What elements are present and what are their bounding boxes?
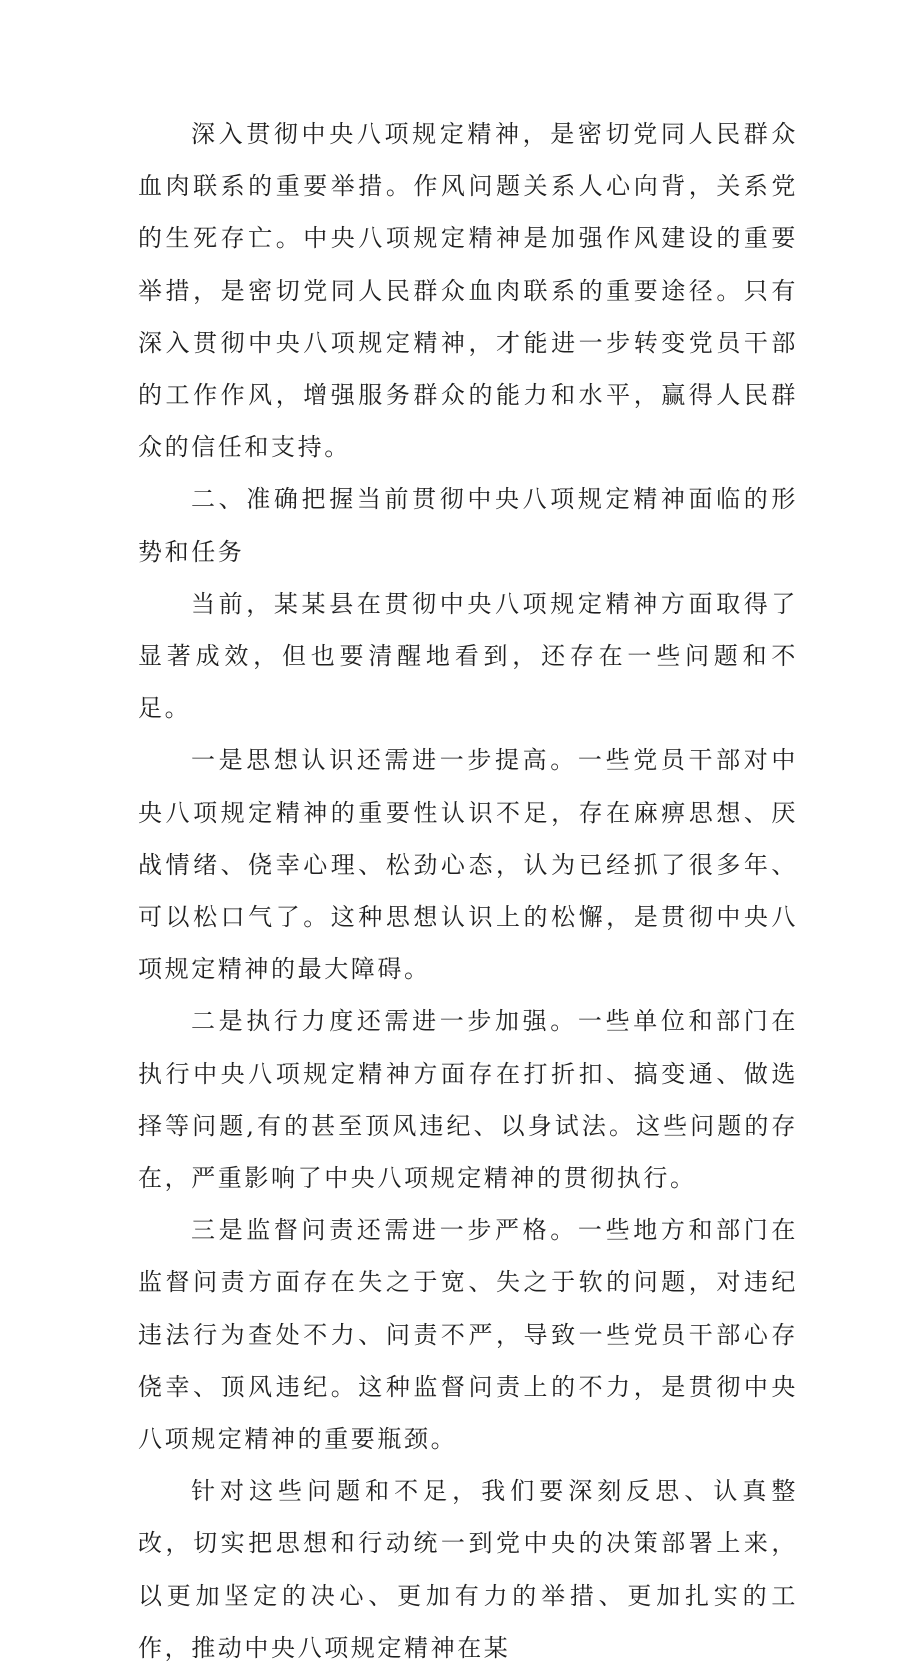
paragraph-response: 针对这些问题和不足，我们要深刻反思、认真整改，切实把思想和行动统一到党中央的决策部署上来，以更加坚定的决心、更加有力的举措、更加扎实的工作，推动中央八项规定精神在某 xyxy=(138,1477,798,1662)
paragraph-issue-supervision: 三是监督问责还需进一步严格。一些地方和部门在监督问责方面存在失之于宽、失之于软的问题，对违纪违法行为查处不力、问责不严，导致一些党员干部心存侥幸、顶风违纪。这种监督问责上的不力，是贯彻中央八项规定精神的重要瓶颈。 xyxy=(138,1216,798,1454)
paragraph-issue-execution: 二是执行力度还需进一步加强。一些单位和部门在执行中央八项规定精神方面存在打折扣、搞变通、做选择等问题,有的甚至顶风违纪、以身试法。这些问题的存在，严重影响了中央八项规定精神的贯彻执行。 xyxy=(138,1007,798,1193)
document-body xyxy=(138,108,798,1674)
paragraph-current-situation: 当前，某某县在贯彻中央八项规定精神方面取得了显著成效，但也要清醒地看到，还存在一些问题和不足。 xyxy=(138,589,798,723)
paragraph-issue-thinking: 一是思想认识还需进一步提高。一些党员干部对中央八项规定精神的重要性认识不足，存在麻痹思想、厌战情绪、侥幸心理、松劲心态，认为已经抓了很多年、可以松口气了。这种思想认识上的松懈，是贯彻中央八项规定精神的最大障碍。 xyxy=(138,746,798,984)
section-heading: 二、准确把握当前贯彻中央八项规定精神面临的形势和任务 xyxy=(138,485,798,566)
paragraph-intro: 深入贯彻中央八项规定精神，是密切党同人民群众血肉联系的重要举措。作风问题关系人心向背，关系党的生死存亡。中央八项规定精神是加强作风建设的重要举措，是密切党同人民群众血肉联系的重要途径。只有深入贯彻中央八项规定精神，才能进一步转变党员干部的工作作风，增强服务群众的能力和水平，赢得人民群众的信任和支持。 xyxy=(138,120,798,462)
